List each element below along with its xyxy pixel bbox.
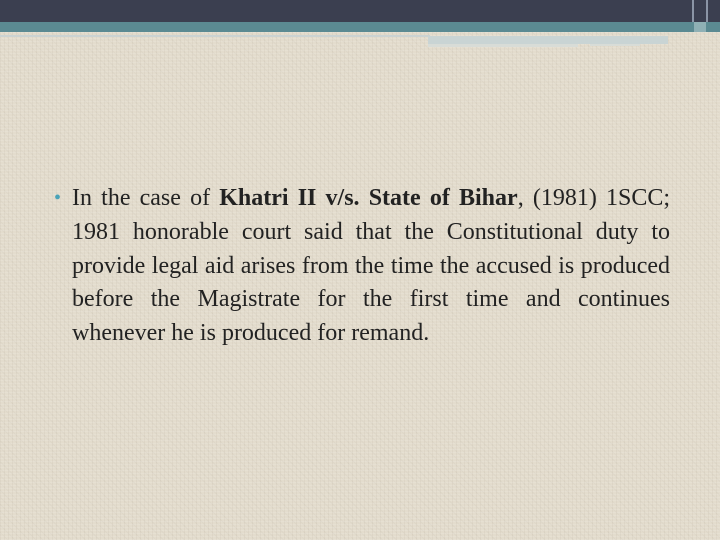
- bullet-point: [52, 182, 670, 351]
- slide-body: [52, 182, 670, 351]
- bullet-text-body: , (1981) 1SCC; 1981 honorable court said that the Constitutional duty to provide legal aid arises from the time the accused is produced before the Magistrate for the first time and continues whenever he is produced for remand.: [72, 185, 671, 347]
- bullet-icon: •: [54, 187, 62, 209]
- decorative-rule: [428, 36, 668, 44]
- decorative-rule: [590, 44, 640, 46]
- case-name: Khatri II v/s. State of Bihar: [219, 185, 518, 211]
- header-divider-line: [692, 0, 694, 22]
- header-divider-line: [706, 0, 708, 22]
- decorative-rule: [428, 44, 578, 47]
- header-band-dark: [0, 0, 720, 22]
- header-band-teal: [0, 22, 720, 32]
- decorative-rule: [0, 35, 430, 37]
- bullet-text-intro: In the case of: [72, 185, 220, 211]
- header-accent-block: [694, 22, 706, 32]
